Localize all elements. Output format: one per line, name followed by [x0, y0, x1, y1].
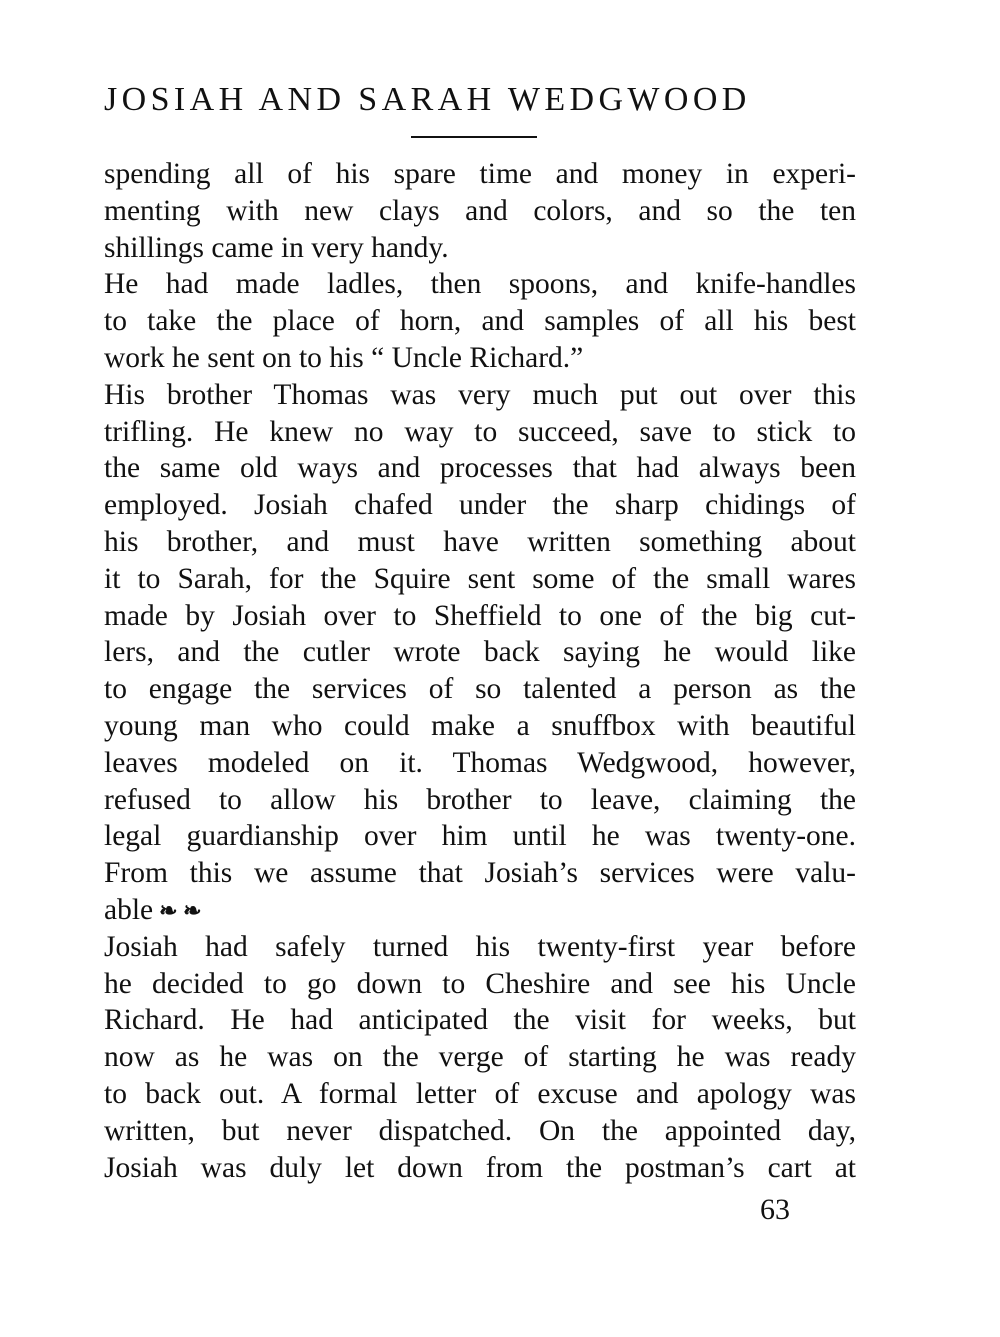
- text-line: His brother Thomas was very much put out over this: [104, 378, 856, 411]
- text-line: made by Josiah over to Sheffield to one of the big cut-: [104, 599, 856, 632]
- text-line: leaves modeled on it. Thomas Wedgwood, however,: [104, 746, 856, 779]
- text-line: to take the place of horn, and samples of all his best: [104, 305, 856, 338]
- text-line: employed. Josiah chafed under the sharp chidings of: [104, 489, 856, 522]
- text-line: to back out. A formal letter of excuse and apology was: [104, 1077, 856, 1110]
- body-text: [104, 156, 856, 1186]
- fleuron-ornament-icon: ❧ ❧: [159, 897, 202, 923]
- head-rule: [411, 136, 537, 138]
- running-head: JOSIAH AND SARAH WEDGWOOD: [104, 81, 751, 118]
- text-line: legal guardianship over him until he was twenty-one.: [104, 820, 856, 853]
- page-number: 63: [760, 1193, 790, 1226]
- text-line: now as he was on the verge of starting he was ready: [104, 1041, 856, 1074]
- text-line: the same old ways and processes that had always been: [104, 452, 856, 485]
- text-line: trifling. He knew no way to succeed, save to stick to: [104, 415, 856, 448]
- text-line: he decided to go down to Cheshire and see his Uncle: [104, 967, 856, 1000]
- text-line: He had made ladles, then spoons, and knife-handles: [104, 268, 856, 301]
- text-line: work he sent on to his “ Uncle Richard.”: [104, 341, 584, 374]
- text-line: able: [104, 893, 154, 926]
- text-line: it to Sarah, for the Squire sent some of the small wares: [104, 562, 856, 595]
- text-line: written, but never dispatched. On the appointed day,: [104, 1114, 856, 1147]
- text-line: Josiah was duly let down from the postman’s cart at: [104, 1151, 856, 1184]
- text-line: spending all of his spare time and money in experi-: [104, 158, 856, 190]
- text-line: From this we assume that Josiah’s services were valu-: [104, 857, 856, 890]
- text-line: his brother, and must have written something about: [104, 525, 856, 558]
- text-line-with-ornament: [104, 892, 856, 929]
- text-line: refused to allow his brother to leave, claiming the: [104, 783, 856, 816]
- text-line: menting with new clays and colors, and so the ten: [104, 194, 856, 227]
- text-line: young man who could make a snuffbox with beautiful: [104, 709, 856, 742]
- text-line: to engage the services of so talented a person as the: [104, 673, 856, 706]
- text-line: Josiah had safely turned his twenty-first year before: [104, 930, 856, 963]
- text-line: lers, and the cutler wrote back saying he would like: [104, 636, 856, 669]
- text-line: Richard. He had anticipated the visit for weeks, but: [104, 1004, 856, 1037]
- text-line: shillings came in very handy.: [104, 231, 449, 264]
